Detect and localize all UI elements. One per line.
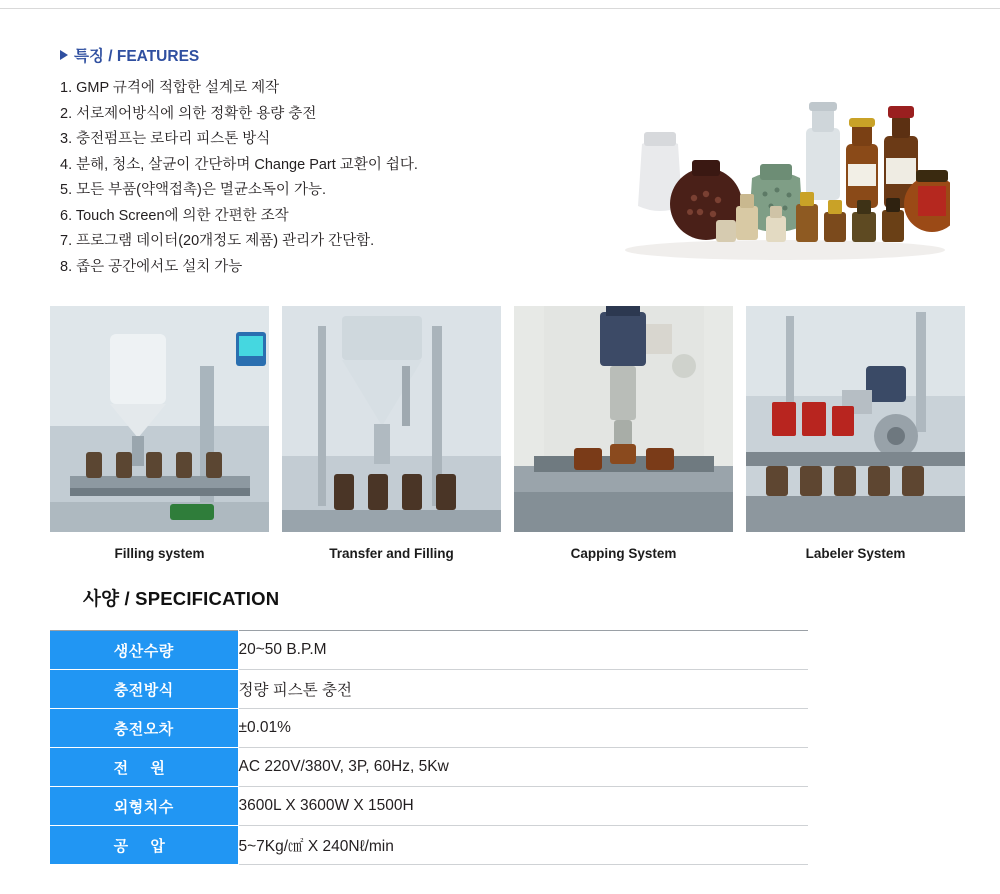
feature-item: 6. Touch Screen에 의한 간편한 조작 — [60, 207, 289, 224]
feature-item: 3. 충전펌프는 로타리 피스톤 방식 — [60, 131, 271, 147]
spec-label: 공 압 — [50, 826, 238, 865]
filling-system-photo — [50, 306, 269, 532]
table-row — [50, 670, 808, 709]
photo-cell-capping-system — [514, 306, 733, 571]
spec-label: 충전오차 — [50, 709, 238, 748]
photo-cell-filling-system — [50, 306, 269, 571]
feature-item: 2. 서로제어방식에 의한 정확한 용량 충전 — [60, 105, 317, 122]
photo-cell-labeler-system — [746, 306, 965, 571]
spec-label: 충전방식 — [50, 670, 238, 709]
photo-cell-transfer-and-filling — [282, 306, 501, 571]
photo-caption: Capping System — [570, 546, 677, 561]
triangle-bullet-icon — [60, 50, 68, 60]
features-section — [60, 44, 620, 280]
spec-value: 5~7Kg/㎠ X 240Nℓ/min — [238, 826, 808, 865]
spec-label: 생산수량 — [50, 631, 238, 670]
feature-item: 8. 좁은 공간에서도 설치 가능 — [60, 258, 243, 275]
transfer-and-filling-photo — [282, 306, 501, 532]
photo-caption: Filling system — [114, 546, 205, 561]
specification-heading: 사양 / SPECIFICATION — [83, 588, 280, 609]
table-row — [50, 709, 808, 748]
capping-system-photo — [514, 306, 733, 532]
spec-label: 외형치수 — [50, 787, 238, 826]
table-row — [50, 748, 808, 787]
spec-value: AC 220V/380V, 3P, 60Hz, 5Kw — [238, 748, 808, 787]
features-heading-text: 특징 / FEATURES — [74, 48, 200, 65]
table-row — [50, 631, 808, 670]
feature-item: 5. 모든 부품(약액접촉)은 멸균소독이 가능. — [60, 182, 327, 198]
feature-item: 4. 분해, 청소, 살균이 간단하며 Change Part 교환이 쉽다. — [60, 156, 418, 173]
photo-caption: Labeler System — [805, 546, 906, 561]
spec-value: 3600L X 3600W X 1500H — [238, 787, 808, 826]
photo-caption: Transfer and Filling — [329, 546, 454, 561]
feature-item: 7. 프로그램 데이터(20개정도 제품) 관리가 간단함. — [60, 233, 375, 249]
spec-value: 20~50 B.P.M — [238, 631, 808, 670]
specification-table — [50, 630, 808, 865]
bottles-photo — [620, 82, 950, 262]
table-row — [50, 826, 808, 865]
labeler-system-photo — [746, 306, 965, 532]
top-divider — [0, 8, 1000, 9]
table-row — [50, 787, 808, 826]
spec-value: ±0.01% — [238, 709, 808, 748]
features-heading — [60, 44, 620, 66]
spec-label: 전 원 — [50, 748, 238, 787]
machine-photo-strip — [50, 306, 960, 571]
spec-value: 정량 피스톤 충전 — [238, 670, 808, 709]
feature-item: 1. GMP 규격에 적합한 설계로 제작 — [60, 80, 280, 96]
